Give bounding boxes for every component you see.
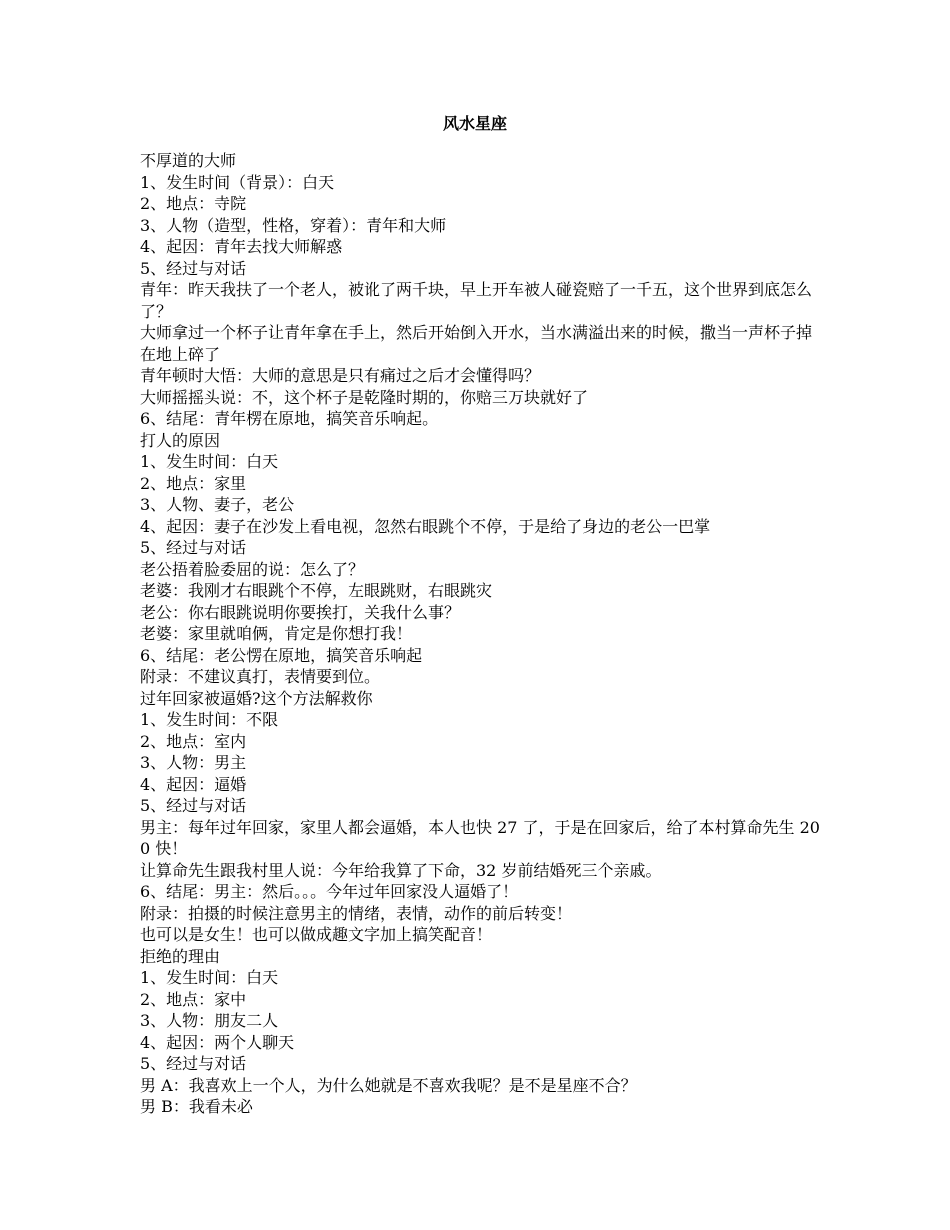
text-line: 不厚道的大师 [140,151,237,170]
text-line: 4、起因：青年去找大师解惑 [140,237,343,256]
text-line: 男主：每年过年回家，家里人都会逼婚，本人也快 27 了，于是在回家后，给了本村算命先生 200 快！ [140,817,820,858]
text-line: 3、人物（造型，性格，穿着）：青年和大师 [140,215,447,235]
text-line: 让算命先生跟我村里人说：今年给我算了下命，32 岁前结婚死三个亲戚。 [140,860,662,880]
text-line: 打人的原因 [140,430,221,450]
text-line: 2、地点：家中 [140,989,247,1009]
text-line: 附录：拍摄的时候注意男主的情绪，表情，动作的前后转变！ [140,903,573,923]
text-line: 3、人物：朋友二人 [140,1011,279,1030]
document-body [140,150,820,1118]
text-line: 2、地点：室内 [140,731,247,751]
text-line: 5、经过与对话 [140,796,247,815]
text-line: 1、发生时间（背景）：白天 [140,172,335,192]
text-line: 青年顿时大悟：大师的意思是只有痛过之后才会懂得吗？ [140,366,541,385]
text-line: 6、结尾：青年楞在原地，搞笑音乐响起。 [140,409,439,428]
text-line: 4、起因：逼婚 [140,774,247,794]
text-line: 大师摇摇头说：不，这个杯子是乾隆时期的，你赔三万块就好了 [140,387,589,407]
text-line: 6、结尾：老公愣在原地，搞笑音乐响起 [140,645,423,665]
text-line: 老婆：家里就咱俩，肯定是你想打我！ [140,624,413,643]
text-line: 4、起因：两个人聊天 [140,1032,295,1052]
text-line: 过年回家被逼婚?这个方法解救你 [140,688,373,708]
text-line: 附录：不建议真打，表情要到位。 [140,667,381,686]
text-line: 6、结尾：男主：然后。。。今年过年回家没人逼婚了！ [140,882,519,901]
text-line: 2、地点：家里 [140,473,247,493]
text-line: 老婆：我刚才右眼跳个不停，左眼跳财，右眼跳灾 [140,581,493,600]
text-line: 老公捂着脸委屈的说：怎么了？ [140,559,365,579]
text-line: 5、经过与对话 [140,538,247,557]
text-line: 1、发生时间：白天 [140,452,279,471]
text-line: 1、发生时间：不限 [140,710,279,729]
text-line: 男 B：我看未必 [140,1097,253,1116]
text-line: 5、经过与对话 [140,258,247,278]
text-line: 2、地点：寺院 [140,194,247,213]
text-line: 大师拿过一个杯子让青年拿在手上，然后开始倒入开水，当水满溢出来的时候，撒当一声杯子掉在地上碎了 [140,323,813,364]
text-line: 老公：你右眼跳说明你要挨打，关我什么事？ [140,602,461,622]
text-line: 3、人物、妻子，老公 [140,495,295,514]
text-line: 1、发生时间：白天 [140,968,279,987]
text-line: 5、经过与对话 [140,1054,247,1073]
text-line: 青年：昨天我扶了一个老人，被讹了两千块，早上开车被人碰瓷赔了一千五，这个世界到底怎么了？ [140,280,813,321]
text-line: 3、人物：男主 [140,753,247,772]
text-line: 4、起因：妻子在沙发上看电视，忽然右眼跳个不停，于是给了身边的老公一巴掌 [140,516,711,536]
text-line: 拒绝的理由 [140,946,221,966]
text-line: 男 A：我喜欢上一个人，为什么她就是不喜欢我呢？是不是星座不合？ [140,1075,637,1095]
text-line: 也可以是女生！也可以做成趣文字加上搞笑配音！ [140,925,493,944]
document-title: 风水星座 [442,114,507,133]
